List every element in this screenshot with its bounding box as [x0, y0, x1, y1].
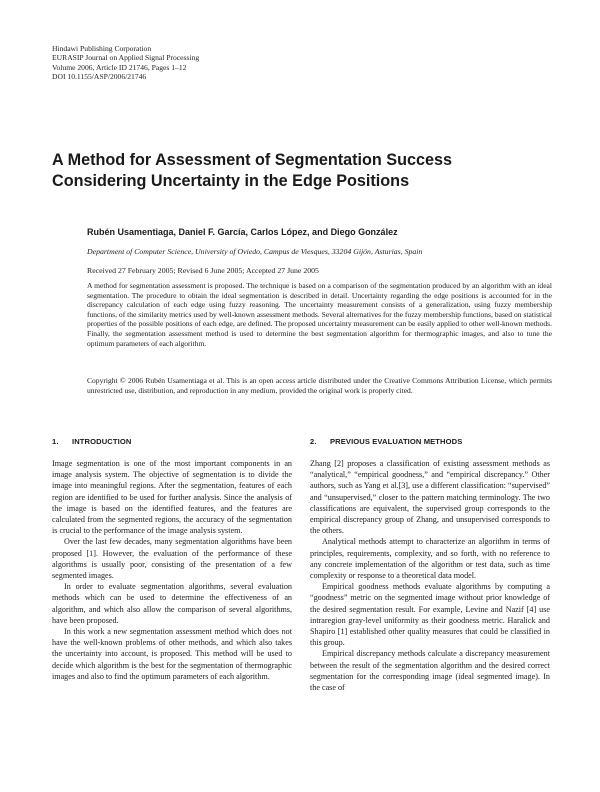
copyright-notice: Copyright © 2006 Rubén Usamentiaga et al. This is an open access article distributed under the Creative Commons Attribution License, which permits unrestricted use, distribution, and reproduction in any medium, provided the original work is properly cited. [87, 376, 552, 395]
section-number: 2. [310, 437, 317, 446]
title-line-1: A Method for Assessment of Segmentation Success [52, 151, 452, 169]
left-column [52, 458, 292, 682]
paragraph: Zhang [2] proposes a classification of existing assessment methods as “analytical,” “empirical goodness,” and “empirical discrepancy.” Other authors, such as Yang et al.[3], use a different classification: “supervised” and “unsupervised,” closer to the pattern matching terminology. The two classifications are equivalent, the supervised group corresponds to the empirical discrepancy group of Zhang, and unsupervised corresponds to the others. [310, 459, 550, 536]
publisher: Hindawi Publishing Corporation [52, 44, 152, 53]
paragraph: Empirical discrepancy methods calculate a discrepancy measurement between the result of the segmentation algorithm and the desired correct segmentation for the corresponding image (ideal segmented image). In the case of [310, 649, 550, 693]
abstract: A method for segmentation assessment is proposed. The technique is based on a comparison of the segmentation produced by an algorithm with an ideal segmentation. The procedure to obtain the ideal segmentation is described in detail. Uncertainty regarding the edge positions is accounted for in the discrepancy calculation of each edge using fuzzy reasoning. The uncertainty measurement consists of a generalization, using fuzzy membership functions, of the similarity metrics used by well-known assessment methods. Several alternatives for the fuzzy membership functions, based on statistical properties of the possible positions of each edge, are defined. The proposed uncertainty measurement can be easily applied to other well-known methods. Finally, the segmentation assessment method is used to determine the best segmentation algorithm for thermographic images, and also to tune the optimum parameters of each algorithm. [87, 281, 552, 348]
submission-dates: Received 27 February 2005; Revised 6 June 2005; Accepted 27 June 2005 [87, 266, 319, 275]
volume-info: Volume 2006, Article ID 21746, Pages 1–12 [52, 62, 187, 72]
title-line-2: Considering Uncertainty in the Edge Positions [52, 172, 410, 190]
paragraph: Empirical goodness methods evaluate algorithms by computing a “goodness” metric on the segmented image without prior knowledge of the desired segmentation result. For example, Levine and Nazif [4] use intraregion gray-level uniformity as their goodness metric. Haralick and Shapiro [1] established other quality measures that could be classified in this group. [310, 582, 550, 648]
section-heading-introduction [52, 437, 131, 446]
section-heading-previous-methods [310, 437, 462, 446]
paragraph: Over the last few decades, many segmentation algorithms have been proposed [1]. However, the evaluation of the performance of these algorithms is usually poor, consisting of the presentation of a few segmented images. [52, 537, 292, 581]
paragraph: In this work a new segmentation assessment method which does not have the well-known problems of other methods, and which also takes the uncertainty into account, is proposed. This method will be used to decide which algorithm is the best for the segmentation of thermographic images and also to find the optimum parameters of each algorithm. [52, 627, 292, 681]
journal-masthead [52, 44, 199, 82]
right-column [310, 458, 550, 693]
section-title: INTRODUCTION [72, 437, 132, 446]
section-title: PREVIOUS EVALUATION METHODS [330, 437, 463, 446]
affiliation: Department of Computer Science, University of Oviedo, Campus de Viesques, 33204 Gijón, Asturias, Spain [87, 247, 423, 256]
paragraph: Analytical methods attempt to characterize an algorithm in terms of principles, requirements, complexity, and so forth, with no reference to any concrete implementation of the algorithm or test data, such as time complexity or response to a theoretical data model. [310, 537, 550, 581]
paper-title [52, 150, 552, 192]
doi: DOI 10.1155/ASP/2006/21746 [52, 72, 147, 82]
section-number: 1. [52, 437, 59, 446]
journal-name: EURASIP Journal on Applied Signal Processing [52, 53, 200, 63]
author-list: Rubén Usamentiaga, Daniel F. García, Carlos López, and Diego González [87, 227, 398, 237]
paragraph: Image segmentation is one of the most important components in an image analysis system. The objective of segmentation is to divide the image into meaningful regions. After the segmentation, features of each region are identified to be used for further analysis. Since the analysis of the image is based on the identified features, and the features are calculated from the segmented regions, the accuracy of the segmentation is crucial to the performance of the image analysis system. [52, 459, 292, 536]
paragraph: In order to evaluate segmentation algorithms, several evaluation methods which can be used to determine the effectiveness of an algorithm, and which also allow the comparison of several algorithms, have been proposed. [52, 582, 292, 625]
